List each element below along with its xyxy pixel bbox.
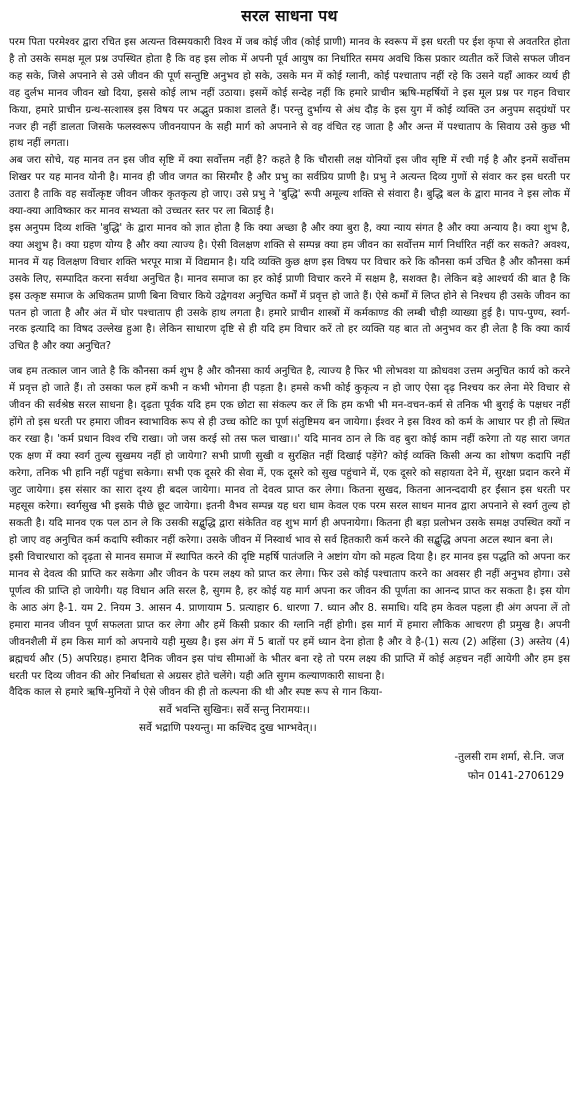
article-title: सरल साधना पथ	[241, 7, 338, 25]
author-phone: फोन 0141-2706129	[467, 770, 564, 783]
paragraph-vedic: वैदिक काल से हमारे ऋषि-मुनियों ने ऐसे जीवन की ही तो कल्पना की थी और स्पष्ट रूप से गान किया-	[9, 687, 383, 699]
paragraph-gap	[9, 356, 570, 364]
paragraph-intellect: इस अनुपम दिव्य शक्ति 'बुद्धि' के द्वारा मानव को ज्ञात होता है कि क्या अच्छा है और क्या बुरा है, क्या न्याय संगत है और क्या अन्याय है। क्या शुभ है, क्या अशुभ है। क्या ग्रहण योग्य है और क्या त्याज्य है। ऐसी विलक्षण शक्ति से सम्पन्न क्या हम जीवन का सर्वोत्तम मार्ग निर्धारित नहीं कर सकते? अवश्य, मानव में यह विलक्षण विचार शक्ति भरपूर मात्रा में विद्यमान है। यदि व्यक्ति कुछ क्षण इस विषय पर विचार करे कि कौनसा कर्म उचित है और कौनसा कर्म उसके लिए, सम्पादित करना सर्वथा अनुचित है। मानव समाज का हर कोई प्राणी विचार करने में सक्षम है, सशक्त है। लेकिन बड़े आश्चर्य की बात है कि इस उत्कृष्ट समाज के अधिकतम प्राणी बिना विचार किये उद्वेगवश अनुचित कर्मों में प्रवृत्त हो जाते हैं। ऐसे कर्मों में लिप्त होने से निश्चय ही उसके जीवन का पतन हो जाता है और अंत में घोर पश्चाताप ही उसके हाथ लगता है। हमारे प्राचीन शास्त्रों में कर्मकाण्ड की लम्बी चौड़ी व्याख्या हुई है। पाप-पुण्य, स्वर्ग-नरक इत्यादि का विषद उल्लेख हुआ है। लेकिन साधारण दृष्टि से ही यदि हम विचार करें तो हर व्यक्ति यह बात तो अनुभव कर ही लेता है कि क्या कार्य उचित है और क्या अनुचित?	[9, 222, 570, 353]
verse-line-1: सर्वे भवन्ति सुखिनः। सर्वे सन्तु निरामयः।।	[159, 704, 310, 717]
paragraph-intro: परम पिता परमेश्वर द्वारा रचित इस अत्यन्त विस्मयकारी विश्व में जब कोई जीव (कोई प्राणी) मानव के स्वरूप में इस धरती पर ईश कृपा से अवतरित होता है तो उसके समक्ष मूल प्रश्न उपस्थित होता है कि वह इस लोक में अपनी पूर्व आयुष का निर्धारित समय अवधि किस प्रकार व्यतीत करें जिसे सफल जीवन कह सके, जिसे अपनाने से उसे जीवन की पूर्ण सन्तुष्टि अनुभव हो सके, उसके मन में कोई ग्लानी, कोई पश्चाताप नहीं रहे कि उसने यहाँ आकर व्यर्थ ही वह दुर्लभ मानव जीवन खो दिया, इससे कोई लाभ नहीं उठाया। इसमें कोई सन्देह नहीं कि हमारे प्राचीन ऋषि-महर्षियों ने इस मूल प्रश्न पर गहन विचार किया, हमारे प्राचीन ग्रन्थ-सत्शास्त्र इस विषय पर अद्भुत प्रकाश डालते हैं। परन्तु दुर्भाग्य से अंध दौड़ के इस युग में कोई व्यक्ति उन अनुपम सद्ग्रंथों पर नजर ही नहीं डालता जिसके फलस्वरूप जीवनयापन के सही मार्ग को अपनाने से वह वंचित रह जाता है और अन्त में पश्चाताप के सिवाय उसे कुछ भी हाथ नहीं लगता।	[9, 37, 570, 150]
author-signature: -तुलसी राम शर्मा, से.नि. जज	[454, 751, 564, 764]
verse-line-2: सर्वे भद्राणि पश्यन्तु। मा कश्चिद दुख भाग्भवेत्।।	[139, 721, 317, 734]
paragraph-ashtanga-yoga: इसी विचारधारा को दृढ़ता से मानव समाज में स्थापित करने की दृष्टि महर्षि पातंजलि ने अष्टांग योग को महत्व दिया है। हर मानव इस पद्धति को अपना कर मानव से देवत्व की प्राप्ति कर सकेगा और जीवन के परम लक्ष्य को प्राप्त कर लेगा। फिर उसे कोई पश्चाताप करने का अवसर ही नहीं अनुभव होगा। उसे पूर्णत्व की प्राप्ति हो जायेगी। यह विधान अति सरल है, सुगम है, हर कोई यह मार्ग अपना कर जीवन की पूर्णता का आनन्द प्राप्त कर सकता है। इस योग के आठ अंग है-1. यम 2. नियम 3. आसन 4. प्राणायाम 5. प्रत्याहार 6. धारणा 7. ध्यान और 8. समाधि। यदि हम केवल पहला ही अंग अपना लें तो हमारा मानव जीवन पूर्ण सफलता प्राप्त कर लेगा और हमें किसी प्रकार की ग्लानि नहीं होगी। इस मार्ग में हमारा लौकिक आचरण ही प्रमुख है। अपनी जीवनशैली में हम किस मार्ग को अपनाये यही मुख्य है। इस अंग में 5 बातों पर हमें ध्यान देना होता है और वे है-(1) सत्य (2) अहिंसा (3) अस्तेय (4) ब्रह्मचर्य और (5) अपरिग्रह। हमारा दैनिक जीवन इस पांच सीमाओं के भीतर बना रहे तो परम लक्ष्य की प्राप्ति में कोई अड़चन नहीं आयेगी और हम इस धरती पर दिव्य जीवन की ओर निर्बाधता से अग्रसर होते चलेंगे। यही अति सुगम कल्याणकारी साधना है।	[9, 552, 570, 682]
paragraph-resolve: जब हम तत्काल जान जाते है कि कौनसा कर्म शुभ है और कौनसा कार्य अनुचित है, त्याज्य है फिर भी लोभवश या क्रोधवश उत्तम अनुचित कार्य को करने में प्रवृत्त हो जाते हैं। तो उसका फल हमें कभी न कभी भोगना ही पड़ता है। हमसे कभी कोई कुकृत्य न हो जाए ऐसा दृढ़ निश्चय कर लेना मेरे विचार से जीवन की सर्वश्रेष्ठ सरल साधना है। दृढ़ता पूर्वक यदि हम एक छोटा सा संकल्प कर लें कि हम कभी भी मन-वचन-कर्म से तनिक भी बुराई के पक्षधर नहीं होंगे तो इस धरती पर हमारा जीवन स्वाभाविक रूप से ही उच्च कोटि का पूर्ण संतुष्टिमय बन जायेगा। ईश्वर ने इस विश्व को कर्म के आधार पर ही तो स्थित कर रखा है। 'कर्म प्रधान विश्व रचि राखा। जो जस करई सो तस फल चाखा।।' यदि मानव ठान ले कि वह बुरा कोई काम नहीं करेगा तो यह सारा जगत एक क्षण में क्या स्वर्ग तुल्य सुखमय नहीं हो जायेगा? सभी प्राणी सुखी व सुरक्षित नहीं दिखाई पड़ेंगे? कोई व्यक्ति किसी अन्य का शोषण कदापि नहीं करेगा, तनिक भी हानि नहीं पहुंचा सकेगा। सभी एक दूसरे की सेवा में, एक दूसरे को सुख पहुंचाने में, एक दूसरे को सहायता देने में, सुरक्षा प्रदान करने में जुट जायेगा। इस संसार का सारा दृश्य ही बदल जायेगा। मानव तो देवत्व प्राप्त कर लेगा। कितना सुखद, कितना आनन्ददायी हर ईंसान इस धरती पर महसूस करेगा। स्वर्गसुख भी इसके पीछे छूट जायेगा। इतनी वैभव सम्पन्न यह धरा धाम केवल एक परम सरल साधन मानव द्वारा अपनाने से स्वर्ग तुल्य हो सकती है। यदि मानव एक पल ठान ले कि उसकी सद्बुद्धि द्वारा संकेतित वह शुभ मार्ग ही अपनायेगा। कितना ही बड़ा प्रलोभन उसके समक्ष उपस्थित क्यों न हो जाए वह अनुचित कर्म कदापि स्वीकार नहीं करेगा। उसके जीवन में निस्वार्थ भाव से सर्व हितकारी कर्म करने की सद्बुद्धि अपना अटल स्थान बना ले।	[9, 366, 570, 547]
paragraph-human-form: अब जरा सोचे, यह मानव तन इस जीव सृष्टि में क्या सर्वोत्तम नहीं है? कहते है कि चौरासी लक्ष योनियों इस जीव सृष्टि में रची गई है और इनमें सर्वोत्तम शिखर पर यह मानव योनी है। मानव ही जीव जगत का सिरमौर है और प्रभु का सर्वप्रिय प्राणी है। प्रभु ने अत्यन्त दिव्य गुणों से संवार कर इस धरती पर उतारा है ताकि वह सर्वोत्कृष्ट जीवन जीकर कृतकृत्य हो जाए। उसे प्रभु ने 'बुद्धि' रूपी अमूल्य शक्ति से संवारा है। बुद्धि बल के द्वारा मानव ने इस लोक में क्या-क्या आविष्कार कर मानव सभ्यता को उच्चतर स्तर पर ला बिठाई है।	[9, 155, 570, 218]
